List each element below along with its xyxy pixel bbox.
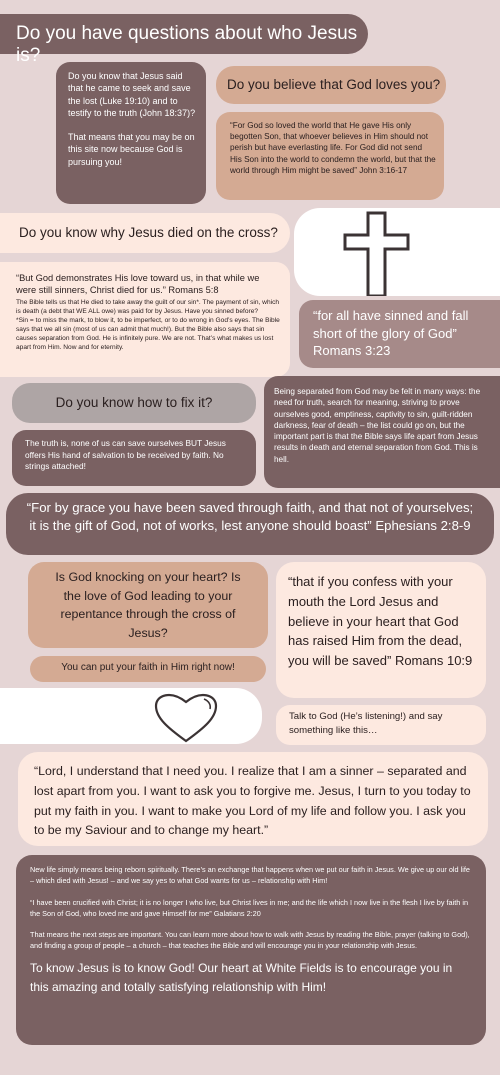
- truth-box: [12, 430, 256, 486]
- knocking-box: [28, 562, 268, 648]
- romans58-box: [0, 262, 290, 377]
- knocking-question: Is God knocking on your heart? Is the love of God leading to your repentance through the cross of Jesus?: [55, 570, 241, 640]
- why-died-box: [0, 213, 290, 253]
- new-life-p3: That means the next steps are important. You can learn more about how to walk with Jesus by reading the Bible, prayer (talking to God), and finding a group of people – a church – that teaches the Bible and will encourage you in your relationship with Jesus.: [30, 930, 470, 951]
- ephesians-box: [6, 493, 494, 555]
- talk-text: Talk to God (He’s listening!) and say something like this…: [289, 711, 443, 736]
- cross-icon-box: [294, 208, 500, 296]
- heart-icon-box: [0, 688, 262, 744]
- new-life-p4: To know Jesus is to know God! Our heart at White Fields is to encourage you in this amazing and totally satisfying relationship with Him!: [30, 960, 453, 994]
- prayer-text: “Lord, I understand that I need you. I realize that I am a sinner – separated and lost apart from you. I want to ask you to forgive me. Jesus, I turn to you today to put my faith in you. I want to make you Lord of my life and follow you. I ask you to be my Saviour and to change my heart.”: [34, 764, 471, 838]
- new-life-p2: “I have been crucified with Christ; it is no longer I who live, but Christ lives in me; and the life which I now live in the flesh I live by faith in the Son of God, who loved me and gave Himself for me” Galatians 2:20: [30, 897, 469, 918]
- romans58-quote: “But God demonstrates His love toward us, in that while we were still sinners, Christ died for us.” Romans 5:8: [16, 273, 260, 295]
- romans58-p1: The Bible tells us that He died to take away the guilt of our sin*. The payment of sin, which is death (a debt that WE ALL owe) was paid for by Jesus. Have you sinned before?: [16, 299, 280, 315]
- page-title: Do you have questions about who Jesus is?: [16, 23, 358, 66]
- fix-question-box: [12, 383, 256, 423]
- heart-icon: [0, 688, 262, 744]
- faith-now-text: You can put your faith in Him right now!: [61, 662, 235, 673]
- title-banner: [0, 14, 368, 66]
- why-died-question: Do you know why Jesus died on the cross?: [19, 225, 278, 240]
- cross-icon: [294, 208, 500, 296]
- new-life-p1: New life simply means being reborn spiritually. There’s an exchange that happens when we put our faith in Jesus. We give up our old life – which died with Jesus! – and we say yes to what God wants for us – relationship with Him!: [30, 865, 470, 886]
- john316-box: [216, 112, 444, 200]
- talk-box: [276, 705, 486, 745]
- separated-text: Being separated from God may be felt in many ways: the need for truth, search for meaning, striving to prove ourselves good, emptiness, captivity to sin, guilt-ridden darkness, fear of death – the list could go on, but the important part is that the Bible says life apart from Jesus results in death and eternal separation from God. This is hell.: [274, 387, 481, 464]
- ephesians-quote: “For by grace you have been saved through faith, and that not of yourselves; it is the gift of God, not of works, lest anyone should boast” Ephesians 2:8-9: [26, 500, 474, 533]
- fix-question: Do you know how to fix it?: [55, 395, 213, 410]
- romans109-box: [276, 562, 486, 698]
- truth-text: The truth is, none of us can save ourselves BUT Jesus offers His hand of salvation to be received by faith. No strings attached!: [25, 438, 226, 471]
- romans323-box: [299, 300, 500, 368]
- god-pursuing-text: That means that you may be on this site now because God is pursuing you!: [68, 132, 195, 167]
- romans109-quote: “that if you confess with your mouth the Lord Jesus and believe in your heart that God has raised Him from the dead, you will be saved” Romans 10:9: [288, 574, 473, 669]
- loves-question: Do you believe that God loves you?: [227, 77, 441, 92]
- romans58-p2: *Sin = to miss the mark, to blow it, to be imperfect, or to do wrong in God’s eyes. The Bible says that we all sin (most of us can admit that much!). But the Bible also says that sin causes separation from God. He is infinitely pure. We are not. That’s what makes us lost apart from Him. Now and for eternity.: [16, 317, 280, 351]
- new-life-box: [16, 855, 486, 1045]
- jesus-came-text: Do you know that Jesus said that he came to seek and save the lost (Luke 19:10) and to testify to the truth (John 18:37)?: [68, 71, 196, 118]
- jesus-came-box: [56, 62, 206, 204]
- prayer-box: [18, 752, 488, 846]
- separated-box: [264, 376, 500, 488]
- john316-quote: “For God so loved the world that He gave His only begotten Son, that whoever believes in Him should not perish but have everlasting life. For God did not send His Son into the world to condemn the world, but that the world through Him might be saved” John 3:16-17: [230, 121, 436, 175]
- faith-now-box: [30, 656, 266, 682]
- romans323-quote: “for all have sinned and fall short of the glory of God” Romans 3:23: [313, 308, 469, 358]
- loves-question-box: [216, 66, 446, 104]
